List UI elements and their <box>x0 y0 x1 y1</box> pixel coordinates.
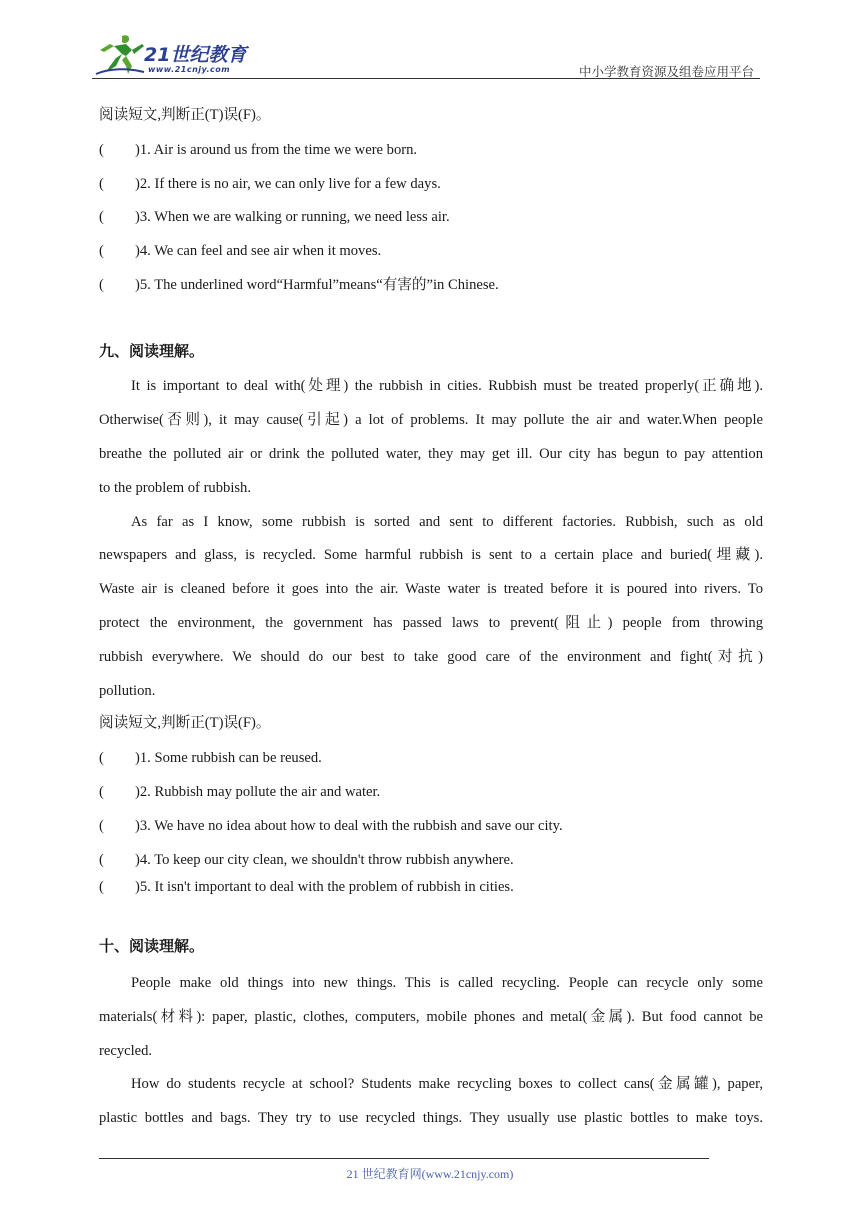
question-row <box>99 208 763 226</box>
question-text: )1. Air is around us from the time we were born. <box>135 142 418 158</box>
answer-blank[interactable]: ( <box>99 852 104 868</box>
question-text: )3. We have no idea about how to deal with the rubbish and save our city. <box>135 818 563 834</box>
platform-title: 中小学教育资源及组卷应用平台 <box>578 65 754 79</box>
footer-divider <box>99 1158 709 1159</box>
logo-wordmark: 21世纪教育 <box>144 44 247 66</box>
passage-line: As far as I know, some rubbish is sorted and sent to different factories. Rubbish, such as old <box>131 514 763 530</box>
passage-line: plastic bottles and bags. They try to use recycled things. They usually use plastic bottles to make toys. <box>99 1110 763 1126</box>
logo-url: www.21cnjy.com <box>148 65 231 74</box>
site-logo[interactable] <box>92 32 262 78</box>
question-text: )2. If there is no air, we can only live for a few days. <box>135 176 441 192</box>
question-text: )5. The underlined word“Harmful”means“有害的”in Chinese. <box>135 277 499 293</box>
question-row <box>99 276 763 294</box>
page-footer[interactable]: 21 世纪教育网(www.21cnjy.com) <box>346 1167 514 1181</box>
answer-blank[interactable]: ( <box>99 176 104 192</box>
page-header <box>92 30 760 80</box>
passage-line: pollution. <box>99 683 156 699</box>
answer-blank[interactable]: ( <box>99 879 104 895</box>
question-text: )4. We can feel and see air when it moves. <box>135 243 382 259</box>
header-divider <box>92 78 760 79</box>
passage-line: to the problem of rubbish. <box>99 480 251 496</box>
passage-line: People make old things into new things. This is called recycling. People can recycle only some <box>131 975 763 991</box>
question-text: )1. Some rubbish can be reused. <box>135 750 322 766</box>
question-text: )2. Rubbish may pollute the air and water. <box>135 784 381 800</box>
question-row <box>99 141 763 159</box>
passage-line: materials(材料): paper, plastic, clothes, computers, mobile phones and metal(金属). But food cannot be <box>99 1009 763 1025</box>
part1-instruction: 阅读短文,判断正(T)误(F)。 <box>99 107 271 123</box>
answer-blank[interactable]: ( <box>99 209 104 225</box>
section10-title: 十、阅读理解。 <box>99 937 205 955</box>
question-row <box>99 851 763 869</box>
question-text: )4. To keep our city clean, we shouldn't throw rubbish anywhere. <box>135 852 514 868</box>
section9-title: 九、阅读理解。 <box>99 342 205 360</box>
question-text: )3. When we are walking or running, we need less air. <box>135 209 450 225</box>
answer-blank[interactable]: ( <box>99 818 104 834</box>
answer-blank[interactable]: ( <box>99 750 104 766</box>
answer-blank[interactable]: ( <box>99 243 104 259</box>
runner-logo-icon <box>92 32 148 78</box>
question-row <box>99 749 763 767</box>
answer-blank[interactable]: ( <box>99 142 104 158</box>
passage-line: breathe the polluted air or drink the polluted water, they may get ill. Our city has begun to pay attention <box>99 446 763 462</box>
question-row <box>99 242 763 260</box>
answer-blank[interactable]: ( <box>99 277 104 293</box>
question-row <box>99 175 763 193</box>
passage-line: newspapers and glass, is recycled. Some harmful rubbish is sent to a certain place and buried(埋藏). <box>99 547 763 563</box>
question-row <box>99 878 763 896</box>
passage-line: rubbish everywhere. We should do our best to take good care of the environment and fight(对抗) <box>99 649 763 665</box>
question-row <box>99 783 763 801</box>
passage-line: Waste air is cleaned before it goes into the air. Waste water is treated before it is poured into rivers. To <box>99 581 763 597</box>
passage-line: It is important to deal with(处理) the rubbish in cities. Rubbish must be treated properly(正确地). <box>131 378 763 394</box>
passage-line: recycled. <box>99 1043 153 1059</box>
section9-instruction: 阅读短文,判断正(T)误(F)。 <box>99 715 271 731</box>
answer-blank[interactable]: ( <box>99 784 104 800</box>
passage-line: Otherwise(否则), it may cause(引起) a lot of problems. It may pollute the air and water.When people <box>99 412 763 428</box>
question-text: )5. It isn't important to deal with the problem of rubbish in cities. <box>135 879 514 895</box>
question-row <box>99 817 763 835</box>
passage-line: protect the environment, the government has passed laws to prevent(阻止) people from throwing <box>99 615 763 631</box>
passage-line: How do students recycle at school? Students make recycling boxes to collect cans(金属罐), paper, <box>131 1076 763 1092</box>
